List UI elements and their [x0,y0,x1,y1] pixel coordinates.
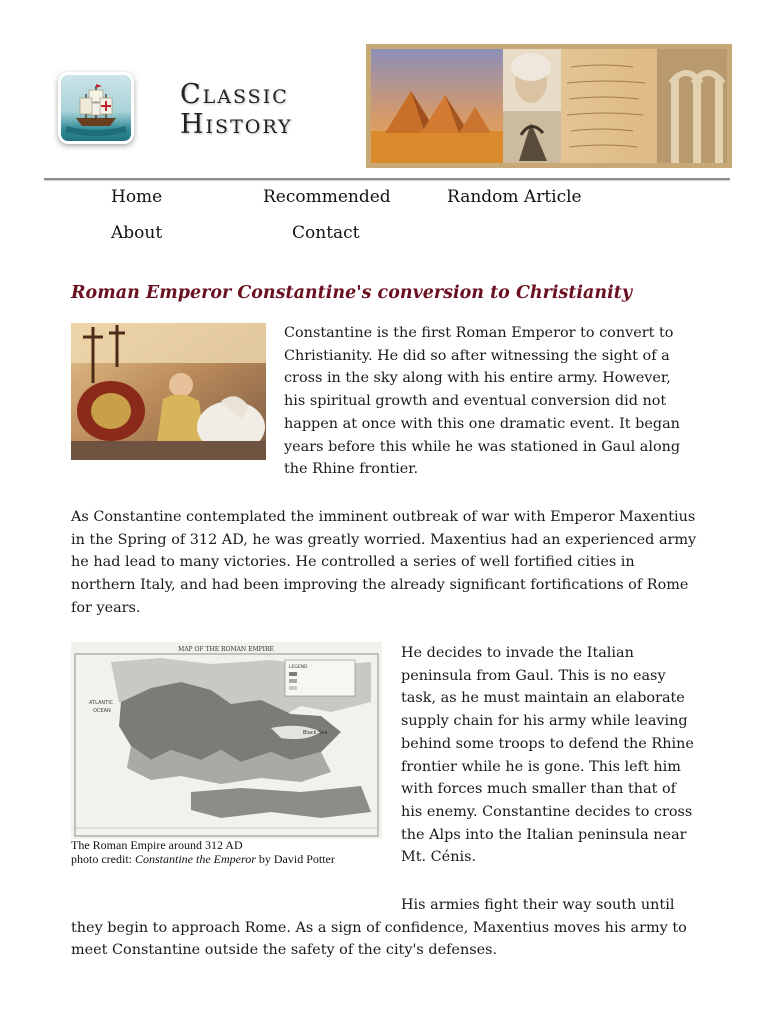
map-sea-label: Black Sea [303,730,328,736]
map-ocean-label-1: ATLANTIC [89,700,114,706]
nav-home-link[interactable]: Home [111,187,163,207]
site-logo[interactable] [58,72,134,144]
article-paragraph-2: As Constantine contemplated the imminent outbreak of war with Emperor Maxentius in the Spring of 312 AD, he was greatly worried. Maxentius had an experienced army he had lead to many victories. He controlled a series of well fortified cities in northern Italy, and had been improving the already significant fortifications of Rome for years. [71,509,697,616]
site-brand[interactable] [180,80,320,140]
constantine-battle-image [71,323,266,460]
article-paragraph-3: He decides to invade the Italian peninsula from Gaul. This is no easy task, as he must maintain an elaborate supply chain for his army while leaving behind some troops to defend the Rhine frontier while he is gone. This left him with forces much smaller than that of his enemy. Constantine decides to cross the Alps into the Italian peninsula near Mt. Cénis. [401,645,694,866]
map-title: MAP OF THE ROMAN EMPIRE [178,646,274,653]
credit-prefix: photo credit: [71,852,135,866]
header-banner [366,44,732,168]
map-caption [71,838,391,866]
map-legend-title: LEGEND [289,665,308,670]
map-caption-line: The Roman Empire around 312 AD [71,838,243,852]
nav-contact-link[interactable]: Contact [292,223,360,243]
article-paragraph-4: His armies fight their way south until they begin to approach Rome. As a sign of confidence, Maxentius moves his army to meet Constantine outside the safety of the city's defenses. [71,897,687,959]
roman-empire-map-image [71,642,382,839]
map-photo-credit [71,852,391,866]
battle-painting-image [71,323,266,460]
brand-line-2: History [180,109,293,140]
brand-line-1: Classic [180,79,289,110]
ship-icon [58,72,134,144]
banner-collage-image [371,49,727,163]
article-title: Roman Emperor Constantine's conversion to Christianity [71,283,633,303]
nav-random-article-link[interactable]: Random Article [447,187,582,207]
credit-suffix: by David Potter [255,852,335,866]
nav-recommended-link[interactable]: Recommended [263,187,391,207]
header-divider [44,178,730,180]
article-paragraph-1: Constantine is the first Roman Emperor to convert to Christianity. He did so after witnessing the sight of a cross in the sky along with his entire army. However, his spiritual growth and eventual conversion did not happen at once with this one dramatic event. It began years before this while he was stationed in Gaul along the Rhine frontier. [284,325,681,478]
map-ocean-label-2: OCEAN [93,708,111,714]
credit-book-title: Constantine the Emperor [134,852,256,866]
nav-about-link[interactable]: About [111,223,163,243]
roman-empire-map [71,642,382,839]
